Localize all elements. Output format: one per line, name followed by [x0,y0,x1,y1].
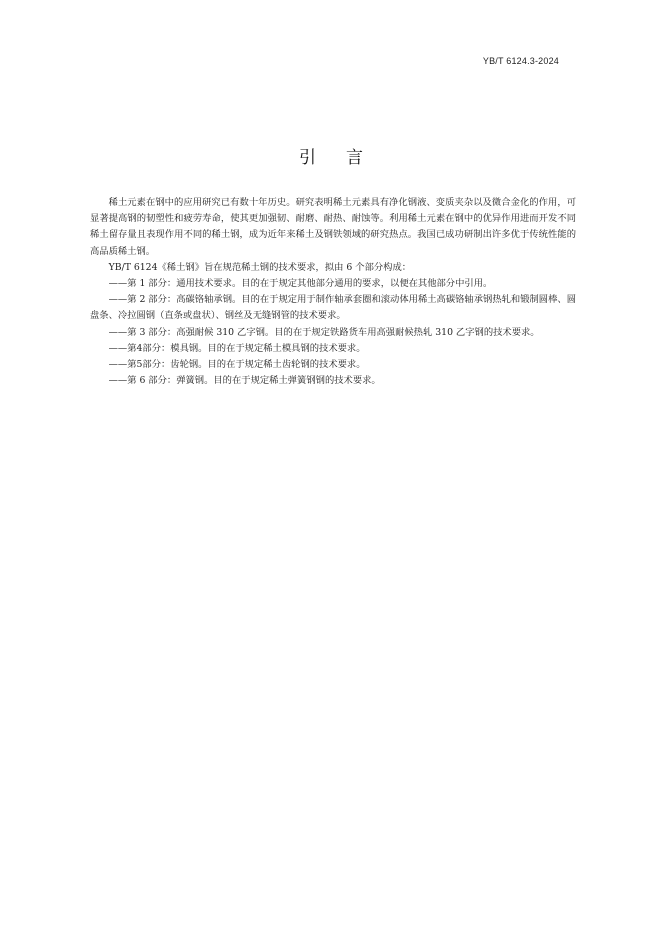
page-title: 引言 [299,148,393,168]
intro-paragraph: 稀土元素在钢中的应用研究已有数十年历史。研究表明稀土元素具有净化钢液、变质夹杂以及微合金化的作用，可显著提高钢的韧塑性和疲劳寿命，使其更加强韧、耐磨、耐热、耐蚀等。利用稀土元素在钢中的优异作用进而开发不同稀土留存量且表现作用不同的稀土钢，成为近年来稀土及钢铁领域的研究热点。我国已成功研制出许多优于传统性能的高品质稀土钢。 [90,197,576,257]
part-item-4: ——第4部分：模具钢。目的在于规定稀土模具钢的技术要求。 [108,342,366,354]
standard-code: YB/T 6124.3-2024 [482,56,559,66]
part-item-5: ——第5部分：齿轮钢。目的在于规定稀土齿轮钢的技术要求。 [108,359,366,371]
document-body [90,195,576,389]
part-item-1: ——第 1 部分：通用技术要求。目的在于规定其他部分通用的要求，以便在其他部分中引用。 [108,278,493,290]
part-item-6: ——第 6 部分：弹簧钢。目的在于规定稀土弹簧钢钢的技术要求。 [108,375,381,387]
structure-paragraph: YB/T 6124《稀土钢》旨在规范稀土钢的技术要求，拟由 6 个部分构成： [108,261,412,273]
part-item-3: ——第 3 部分：高强耐候 310 乙字钢。目的在于规定铁路货车用高强耐候热轧 310 乙字钢的技术要求。 [108,326,540,338]
part-item-2: ——第 2 部分：高碳铬轴承钢。目的在于规定用于制作轴承套圈和滚动体用稀土高碳铬轴承钢热轧和锻制圆棒、圆盘条、冷拉圆钢（直条或盘状）、钢丝及无缝钢管的技术要求。 [90,294,576,322]
